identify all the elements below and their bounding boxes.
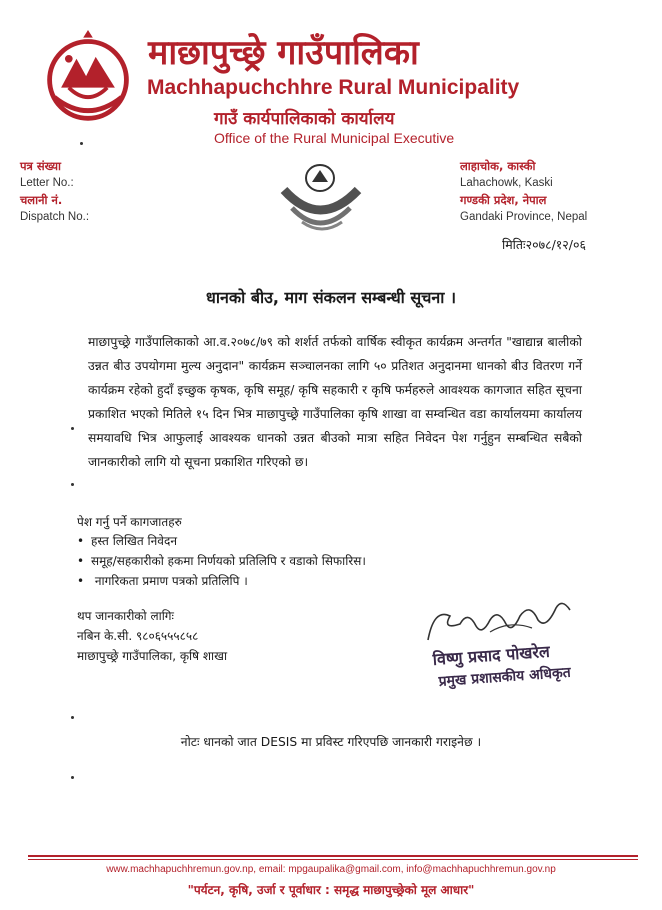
dot-mark <box>71 716 74 719</box>
bullet-icon: • <box>77 554 85 568</box>
notice-body: माछापुच्छ्रे गाउँपालिकाको आ.व.२०७८/७९ को शर्शर्त तर्फको वार्षिक स्वीकृत कार्यक्रम अन्तर्गत "खाद्यान्न बालीको उन्नत बीउ उपयोगमा मुल्य अनुदान" कार्यक्रम सञ्चालनका लागि ५० प्रतिशत अनुदानमा धानको बीउ वितरण गर्ने कार्यक्रम रहेको हुदाँ इच्छुक कृषक, कृषि समूह/ कृषि सहकारी र कृषि फर्महरुले आवश्यक कागजात सहित सूचना प्रकाशित भएको मितिले १५ दिन भित्र माछापुच्छ्रे गाउँपालिका कृषि शाखा वा सम्वन्धित वडा कार्यालयमा कार्यालय समयावधि भित्र आफुलाई आवश्यक धानको उन्नत बीउको मात्रा सहित निवेदन पेश गर्नुहुन सम्बन्धित सबैको जानकारीको लागि यो सूचना प्रकाशित गरिएको छ। <box>88 335 582 469</box>
address-ne: लाहाचोक, कास्की <box>460 159 536 173</box>
bullet-icon: • <box>77 574 85 588</box>
municipality-title-en: Machhapuchchhre Rural Municipality <box>147 76 520 99</box>
contact-heading: थप जानकारीको लागिः <box>77 609 174 623</box>
bullet-icon: • <box>77 534 85 548</box>
footer-contact: www.machhapuchhremun.gov.np, email: mpgaupalika@gmail.com, info@machhapuchhremun.gov.np <box>106 864 556 875</box>
notice-subject: धानको बीउ, माग संकलन सम्बन्धी सूचना । <box>205 288 457 307</box>
letter-meta <box>20 158 89 226</box>
documents-list <box>77 531 366 591</box>
contact-block <box>77 606 227 666</box>
dot-mark <box>80 142 83 145</box>
contact-person: नबिन के.सी. ९८०६५५५८५८ <box>77 629 199 643</box>
letter-label-ne: पत्र संख्या <box>20 159 62 173</box>
dot-mark <box>71 776 74 779</box>
signer-name: विष्णु प्रसाद पोखरेल <box>432 641 551 669</box>
list-item: • नागरिकता प्रमाण पत्रको प्रतिलिपि । <box>77 571 366 591</box>
handwritten-signature <box>420 590 580 650</box>
notice-note: नोटः धानको जात DESIS मा प्रविस्ट गरिएपछि जानकारी गराइनेछ । <box>180 735 482 749</box>
dispatch-label-en: Dispatch No.: <box>20 211 90 223</box>
office-title-en: Office of the Rural Municipal Executive <box>214 130 455 146</box>
contact-office: माछापुच्छ्रे गाउँपालिका, कृषि शाखा <box>77 649 228 663</box>
address-meta <box>460 158 587 226</box>
office-title-ne: गाउँ कार्यपालिकाको कार्यालय <box>214 109 395 129</box>
notice-date: मितिः२०७८/१२/०६ <box>501 237 586 252</box>
dispatch-label-ne: चलानी नं. <box>20 193 63 207</box>
municipality-title-ne: माछापुच्छ्रे गाउँपालिका <box>148 33 419 73</box>
office-seal-icon <box>270 160 370 242</box>
documents-heading: पेश गर्नु पर्ने कागजातहरु <box>77 515 182 529</box>
address-en: Lahachowk, Kaski <box>460 177 553 189</box>
list-item: • समूह/सहकारीको हकमा निर्णयको प्रतिलिपि र वडाको सिफारिस। <box>77 551 366 571</box>
nepal-emblem-icon <box>40 30 136 126</box>
list-item: • हस्त लिखित निवेदन <box>77 531 366 551</box>
footer-motto: "पर्यटन, कृषि, उर्जा र पूर्वाधार : समृद्ध माछापुच्छ्रेको मूल आधार" <box>187 883 475 897</box>
province-ne: गण्डकी प्रदेश, नेपाल <box>460 193 547 207</box>
letter-label-en: Letter No.: <box>20 177 74 189</box>
footer-divider <box>28 859 638 860</box>
footer-divider <box>28 855 638 857</box>
signer-title: प्रमुख प्रशासकीय अधिकृत <box>438 664 572 690</box>
dot-mark <box>71 427 74 430</box>
province-en: Gandaki Province, Nepal <box>460 211 588 223</box>
dot-mark <box>71 483 74 486</box>
